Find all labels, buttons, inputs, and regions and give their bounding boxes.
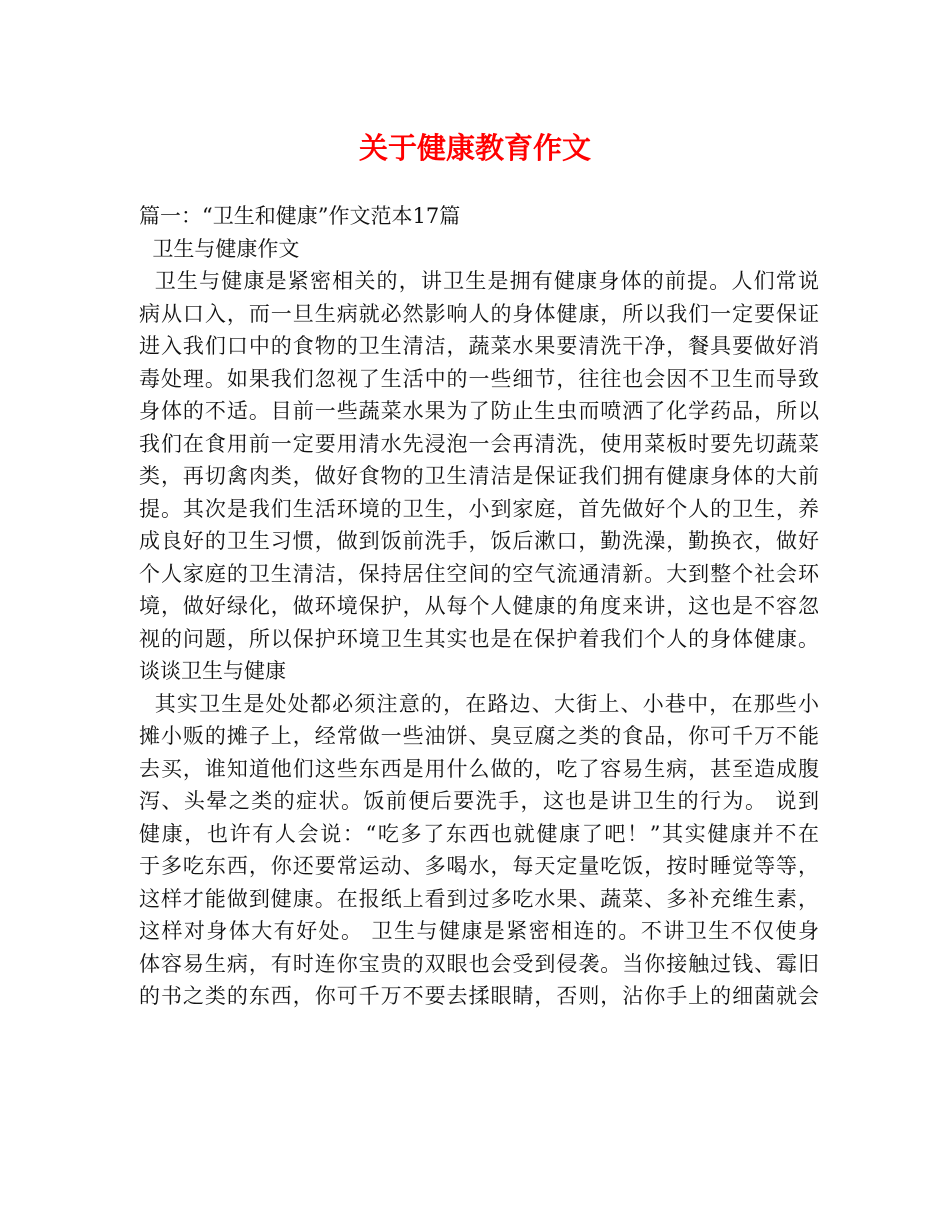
paragraph-line: 境，做好绿化，做环境保护，从每个人健康的角度来讲，这也是不容忽 — [139, 594, 819, 618]
paragraph-line: 体容易生病，有时连你宝贵的双眼也会受到侵袭。当你接触过钱、霉旧 — [139, 951, 819, 976]
paragraph-line: 毒处理。如果我们忽视了生活中的一些细节，往往也会因不卫生而导致 — [139, 366, 819, 391]
paragraph-line: 提。其次是我们生活环境的卫生，小到家庭，首先做好个人的卫生，养 — [139, 496, 819, 521]
document-title: 关于健康教育作文 — [358, 131, 591, 165]
paragraph-line: 我们在食用前一定要用清水先浸泡一会再清洗，使用菜板时要先切蔬菜 — [139, 431, 819, 456]
paragraph-line: 类，再切禽肉类，做好食物的卫生清洁是保证我们拥有健康身体的大前 — [139, 464, 819, 488]
paragraph-line: 病从口入，而一旦生病就必然影响人的身体健康，所以我们一定要保证 — [139, 301, 819, 326]
section-heading: 篇一：“卫生和健康”作文范本17篇 — [139, 204, 461, 228]
paragraph-line: 泻、头晕之类的症状。饭前便后要洗手，这也是讲卫生的行为。 说到 — [139, 789, 819, 813]
paragraph-line: 的书之类的东西，你可千万不要去揉眼睛，否则，沾你手上的细菌就会 — [139, 984, 819, 1008]
subsection-heading: 谈谈卫生与健康 — [139, 659, 286, 683]
paragraph-line: 其实卫生是处处都必须注意的，在路边、大街上、小巷中，在那些小 — [139, 691, 819, 716]
subsection-heading: 卫生与健康作文 — [139, 236, 300, 261]
paragraph-line: 个人家庭的卫生清洁，保持居住空间的空气流通清新。大到整个社会环 — [139, 561, 819, 586]
document-body — [139, 200, 819, 1013]
paragraph-line: 摊小贩的摊子上，经常做一些油饼、臭豆腐之类的食品，你可千万不能 — [139, 724, 819, 748]
paragraph-line: 健康，也许有人会说：“吃多了东西也就健康了吧！”其实健康并不在 — [139, 821, 819, 846]
paragraph-line: 视的问题，所以保护环境卫生其实也是在保护着我们个人的身体健康。 — [139, 626, 819, 651]
paragraph-line: 于多吃东西，你还要常运动、多喝水，每天定量吃饭，按时睡觉等等， — [139, 854, 819, 878]
paragraph-line: 这样对身体大有好处。 卫生与健康是紧密相连的。不讲卫生不仅使身 — [139, 919, 819, 943]
paragraph-line: 这样才能做到健康。在报纸上看到过多吃水果、蔬菜、多补充维生素， — [139, 886, 819, 911]
paragraph-line: 进入我们口中的食物的卫生清洁，蔬菜水果要清洗干净，餐具要做好消 — [139, 334, 819, 358]
paragraph-line: 成良好的卫生习惯，做到饭前洗手，饭后漱口，勤洗澡，勤换衣，做好 — [139, 529, 819, 553]
paragraph-line: 卫生与健康是紧密相关的，讲卫生是拥有健康身体的前提。人们常说 — [139, 269, 819, 293]
paragraph-line: 身体的不适。目前一些蔬菜水果为了防止生虫而喷洒了化学药品，所以 — [139, 399, 819, 423]
paragraph-line: 去买，谁知道他们这些东西是用什么做的，吃了容易生病，甚至造成腹 — [139, 756, 819, 781]
